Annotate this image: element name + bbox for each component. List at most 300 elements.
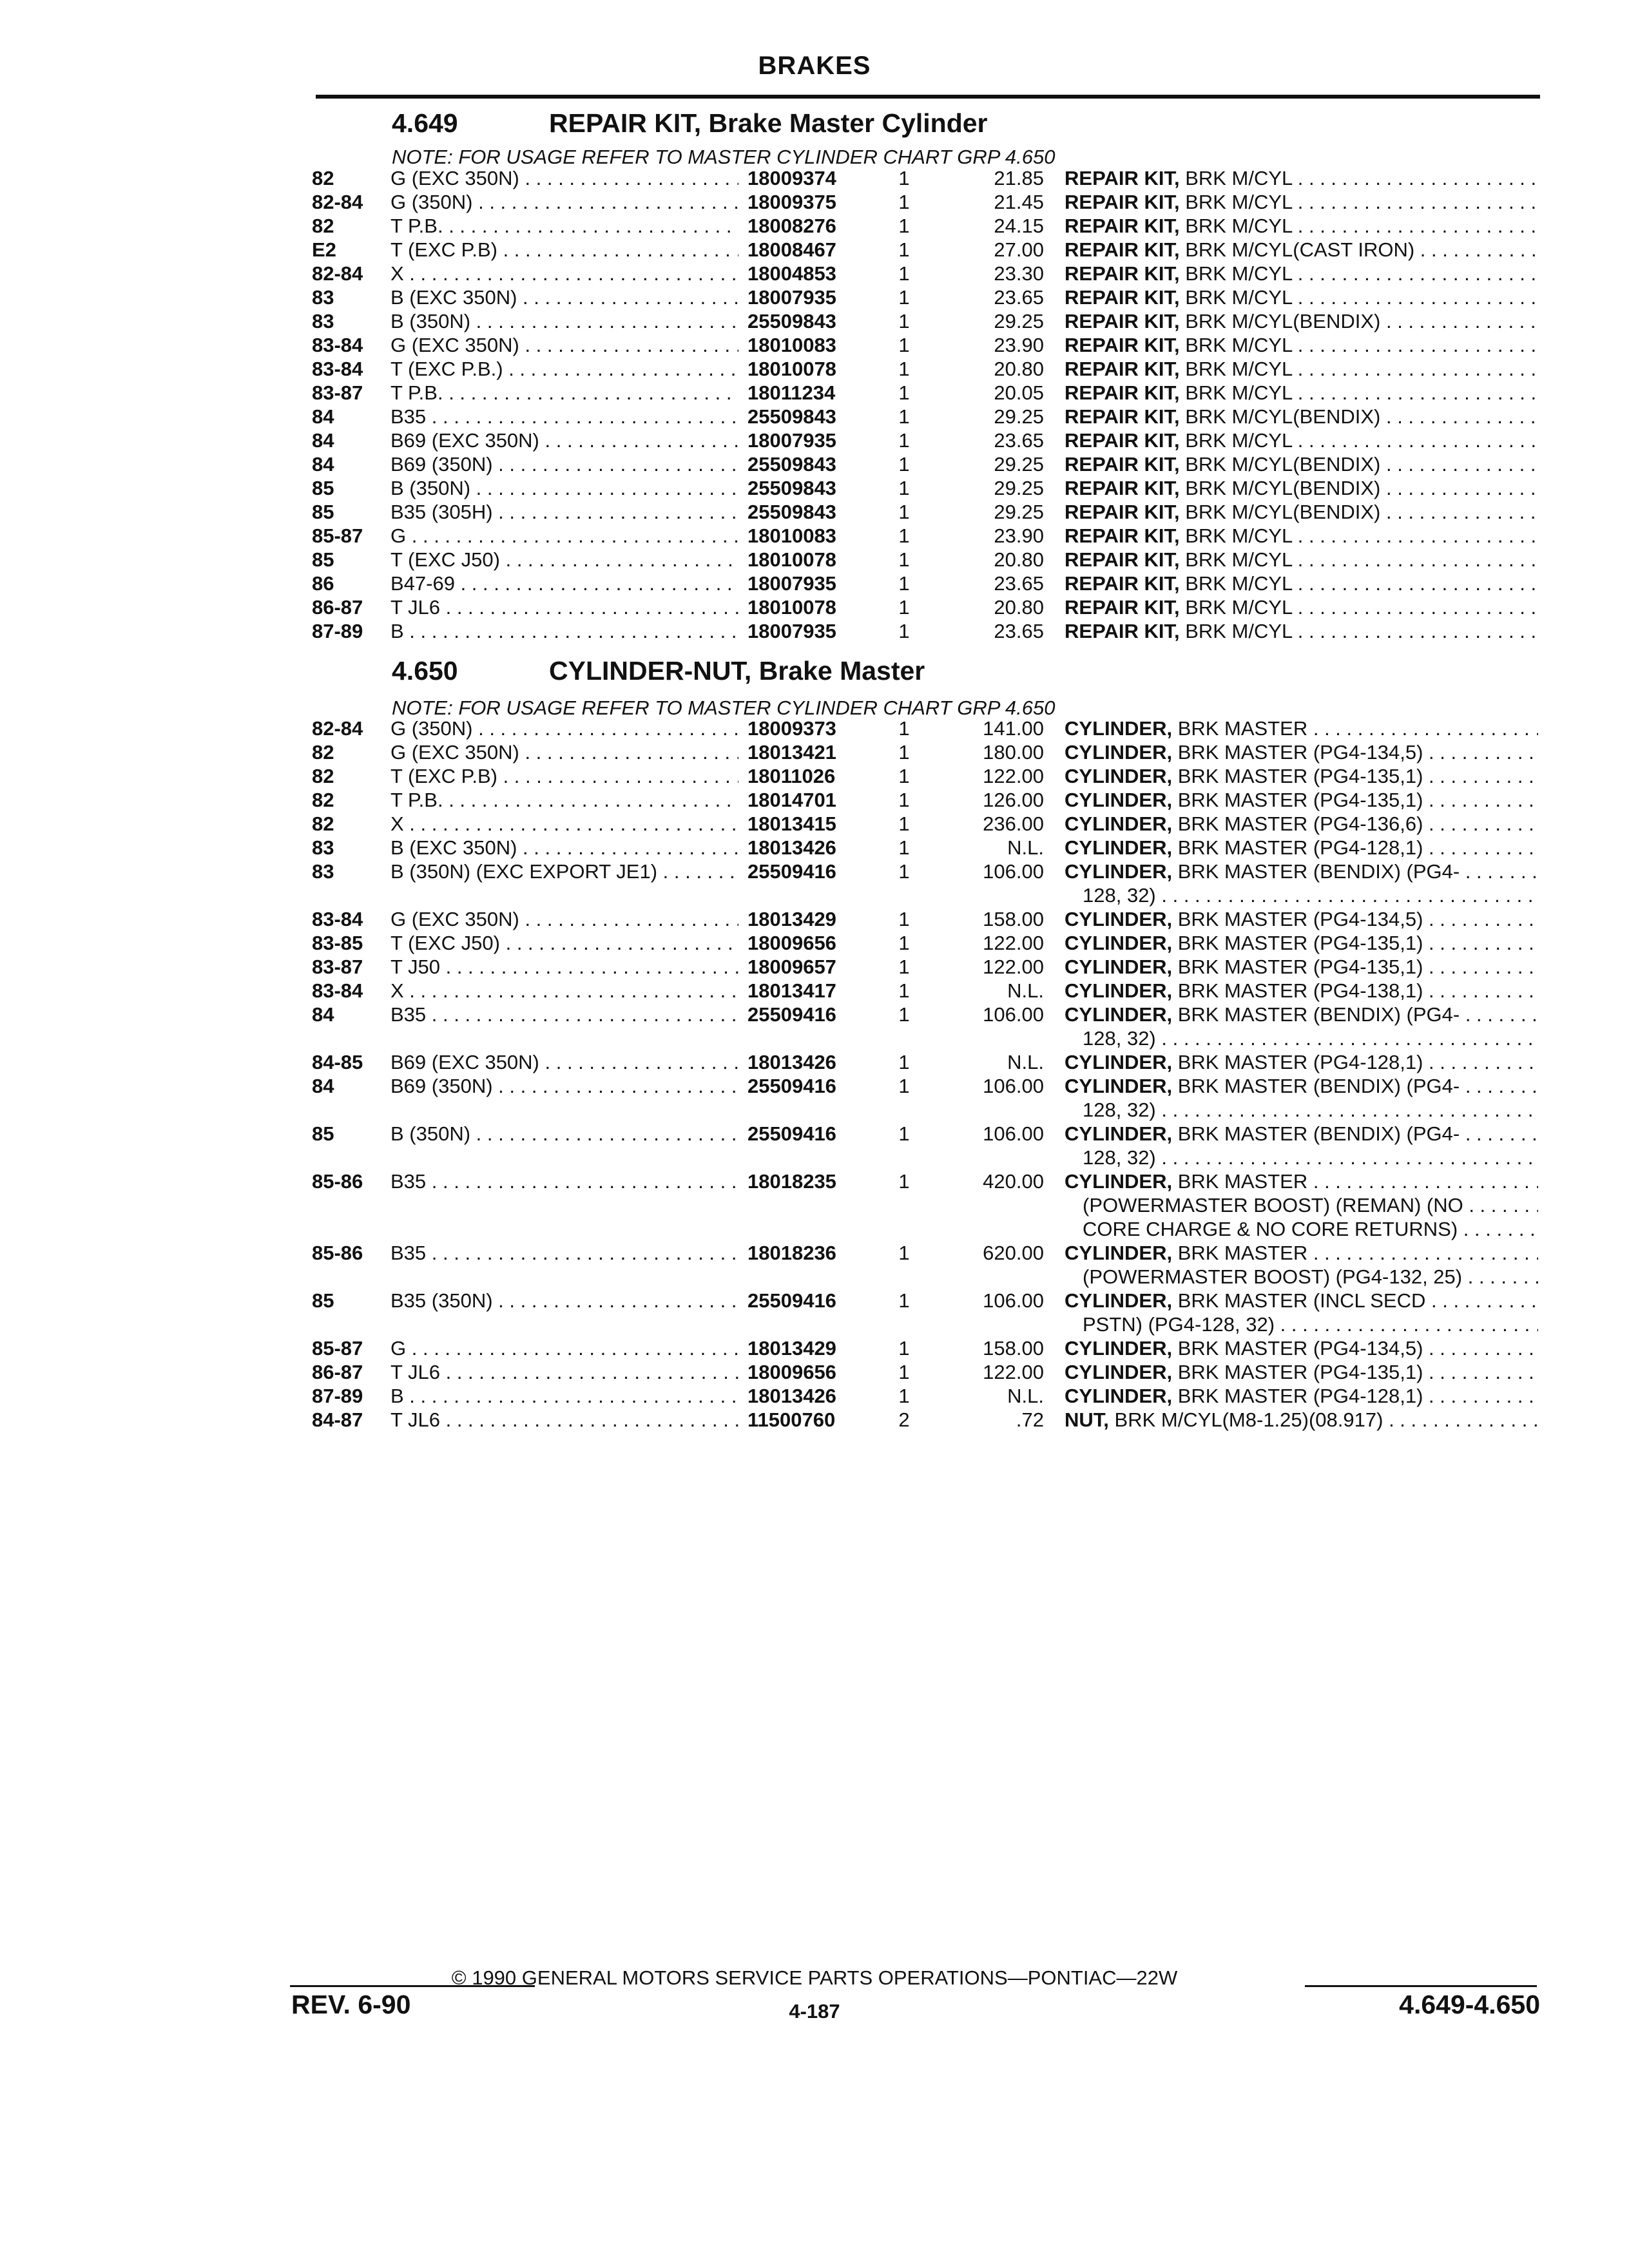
description-detail: BRK MASTER (BENDIX) (PG4- [1177,1003,1460,1026]
model-year: 82 [312,167,334,189]
description [1065,381,1538,405]
row-line [0,717,1629,741]
quantity: 1 [898,908,910,930]
row-line [0,381,1629,405]
quantity: 1 [898,1003,910,1026]
model-year: 85-86 [312,1170,363,1193]
row-continuation [0,1265,1629,1289]
usage: T JL6 . . . [390,1408,738,1432]
price: 23.65 [994,429,1044,452]
quantity: 1 [898,262,910,285]
row-continuation [0,1313,1629,1337]
usage: B35 . . . [390,1242,738,1265]
description-name: REPAIR KIT, [1065,548,1180,571]
row-line [0,286,1629,310]
description-detail: BRK MASTER (PG4-135,1) [1177,1361,1423,1383]
row-line [0,620,1629,644]
description [1065,908,1538,931]
description [1065,334,1538,357]
model-year: 86-87 [312,596,363,619]
description-detail: BRK MASTER (INCL SECD [1177,1289,1426,1312]
description-detail: BRK MASTER (PG4-134,5) [1177,908,1423,930]
section-heading [392,108,988,139]
price: 106.00 [983,1122,1044,1145]
description-name: REPAIR KIT, [1065,191,1180,213]
row-line [0,956,1629,979]
usage: X . . . [390,262,738,285]
part-number: 18007935 [747,429,836,452]
quantity: 1 [898,1361,910,1383]
description-continuation: 128, 32) . . . [1083,1027,1538,1050]
quantity: 1 [898,1051,910,1073]
model-year: 82 [312,215,334,237]
description-name: CYLINDER, [1065,765,1173,787]
usage: B35 . . . [390,1170,738,1193]
price: 23.65 [994,286,1044,309]
quantity: 1 [898,524,910,547]
description-detail: BRK M/CYL(BENDIX) [1185,501,1381,523]
model-year: 82-84 [312,191,363,213]
row-line [0,405,1629,429]
part-number: 18011234 [747,381,836,404]
model-year: 83 [312,310,334,332]
model-year: 85 [312,477,334,499]
price: 122.00 [983,765,1044,787]
price: N.L. [1007,1385,1044,1407]
section-note: NOTE: FOR USAGE REFER TO MASTER CYLINDER CHART GRP 4.650 [392,146,1055,168]
page-number: 4-187 [789,2000,840,2023]
description [1065,765,1538,788]
description-detail: BRK M/CYL [1185,620,1293,642]
row-line [0,812,1629,836]
model-year: 86 [312,572,334,595]
quantity: 1 [898,1385,910,1407]
model-year: 82 [312,812,334,835]
description-name: REPAIR KIT, [1065,358,1180,380]
description-name: REPAIR KIT, [1065,477,1180,499]
part-number: 18009657 [747,956,836,978]
part-number: 25509843 [747,405,836,428]
usage: B69 (EXC 350N) . . . [390,429,738,452]
part-number: 18009373 [747,717,836,740]
part-number: 18010083 [747,334,836,356]
part-number: 18010083 [747,524,836,547]
quantity: 1 [898,596,910,619]
usage: G . . . [390,1337,738,1360]
description-name: REPAIR KIT, [1065,405,1180,428]
quantity: 1 [898,765,910,787]
section-title: REPAIR KIT, Brake Master Cylinder [549,108,988,138]
description-name: CYLINDER, [1065,1385,1173,1407]
model-year: 84 [312,1003,334,1026]
row-line [0,1242,1629,1265]
row-line [0,908,1629,932]
description-detail: BRK M/CYL [1185,191,1293,213]
description-continuation: CORE CHARGE & NO CORE RETURNS) . . . [1083,1218,1538,1241]
price: 126.00 [983,789,1044,811]
row-continuation [0,1146,1629,1170]
description-name: CYLINDER, [1065,741,1173,764]
part-number: 18009656 [747,932,836,954]
quantity: 1 [898,334,910,356]
row-line [0,979,1629,1003]
price: 20.80 [994,548,1044,571]
description-detail: BRK M/CYL [1185,167,1293,189]
row-line [0,238,1629,262]
quantity: 1 [898,548,910,571]
price: 158.00 [983,908,1044,930]
description [1065,1289,1538,1312]
part-number: 18009375 [747,191,836,213]
usage: T P.B. . . . [390,789,738,812]
usage: B (350N) . . . [390,310,738,333]
row-continuation [0,1099,1629,1122]
price: 29.25 [994,453,1044,476]
part-number: 18010078 [747,358,836,380]
usage: B47-69 . . . [390,572,738,595]
description-detail: BRK MASTER (PG4-135,1) [1177,956,1423,978]
price: 236.00 [983,812,1044,835]
description-name: REPAIR KIT, [1065,310,1180,332]
price: 141.00 [983,717,1044,740]
description [1065,1075,1538,1098]
price: N.L. [1007,836,1044,859]
row-continuation [0,1194,1629,1218]
quantity: 1 [898,620,910,642]
description [1065,979,1538,1003]
usage: B . . . [390,1385,738,1408]
model-year: E2 [312,238,336,261]
row-line [0,262,1629,286]
price: 106.00 [983,1289,1044,1312]
usage: B (EXC 350N) . . . [390,286,738,309]
description-detail: BRK M/CYL [1185,548,1293,571]
quantity: 1 [898,215,910,237]
description [1065,501,1538,524]
quantity: 1 [898,501,910,523]
row-line [0,429,1629,453]
quantity: 1 [898,286,910,309]
description [1065,620,1538,643]
description [1065,956,1538,979]
price: 122.00 [983,956,1044,978]
description [1065,238,1538,262]
row-line [0,932,1629,956]
row-line [0,1385,1629,1408]
part-number: 18013426 [747,836,836,859]
part-number: 18013421 [747,741,836,764]
section-number: 4.649 [392,108,458,138]
usage: B69 (EXC 350N) . . . [390,1051,738,1074]
model-year: 84-87 [312,1408,363,1431]
description-name: CYLINDER, [1065,1337,1173,1360]
description [1065,286,1538,309]
row-line [0,524,1629,548]
description-detail: BRK M/CYL [1185,596,1293,619]
description-continuation: 128, 32) . . . [1083,1146,1538,1169]
description [1065,1003,1538,1026]
part-number: 18009374 [747,167,836,189]
description [1065,405,1538,428]
model-year: 83 [312,286,334,309]
quantity: 1 [898,429,910,452]
description-detail: BRK M/CYL [1185,524,1293,547]
description [1065,1408,1538,1432]
description [1065,1242,1538,1265]
part-number: 11500760 [747,1408,836,1431]
description-name: REPAIR KIT, [1065,215,1180,237]
row-line [0,1051,1629,1075]
description-name: CYLINDER, [1065,836,1173,859]
part-number: 18013426 [747,1385,836,1407]
price: .72 [1016,1408,1044,1431]
model-year: 87-89 [312,620,363,642]
description-detail: BRK MASTER [1177,1242,1308,1264]
usage: B69 (350N) . . . [390,1075,738,1098]
description [1065,1361,1538,1384]
quantity: 1 [898,1075,910,1097]
description-detail: BRK MASTER (PG4-128,1) [1177,836,1423,859]
usage: T J50 . . . [390,956,738,979]
part-number: 18010078 [747,548,836,571]
row-line [0,1170,1629,1194]
row-line [0,453,1629,477]
usage: B35 (350N) . . . [390,1289,738,1312]
part-number: 18011026 [747,765,836,787]
description-continuation: (POWERMASTER BOOST) (PG4-132, 25) . . . [1083,1265,1538,1289]
price: 158.00 [983,1337,1044,1360]
description-name: CYLINDER, [1065,932,1173,954]
description-name: CYLINDER, [1065,789,1173,811]
description-detail: BRK M/CYL [1185,334,1293,356]
row-line [0,477,1629,501]
row-line [0,1289,1629,1313]
description [1065,860,1538,883]
model-year: 83-87 [312,956,363,978]
description [1065,1170,1538,1193]
part-number: 18009656 [747,1361,836,1383]
row-line [0,1122,1629,1146]
header-rule [316,95,1540,99]
description-detail: BRK M/CYL [1185,286,1293,309]
model-year: 82-84 [312,717,363,740]
price: 106.00 [983,860,1044,883]
quantity: 1 [898,956,910,978]
model-year: 83 [312,836,334,859]
price: 122.00 [983,932,1044,954]
quantity: 1 [898,836,910,859]
description-name: CYLINDER, [1065,1289,1173,1312]
price: 106.00 [983,1003,1044,1026]
part-number: 18008276 [747,215,836,237]
section-number: 4.650 [392,656,458,686]
model-year: 83-87 [312,381,363,404]
quantity: 1 [898,310,910,332]
part-number: 18013417 [747,979,836,1002]
price: 21.85 [994,167,1044,189]
part-number: 25509416 [747,1289,836,1312]
copyright-notice: © 1990 GENERAL MOTORS SERVICE PARTS OPERATIONS—PONTIAC—22W [451,1966,1178,1989]
description-detail: BRK MASTER (PG4-134,5) [1177,1337,1423,1360]
part-number: 18018235 [747,1170,836,1193]
description [1065,167,1538,190]
description-name: CYLINDER, [1065,956,1173,978]
description-detail: BRK M/CYL [1185,262,1293,285]
description-name: CYLINDER, [1065,1361,1173,1383]
row-line [0,1337,1629,1361]
usage: G (350N) . . . [390,717,738,740]
section-title: CYLINDER-NUT, Brake Master [549,656,925,686]
usage: G (EXC 350N) . . . [390,167,738,190]
model-year: 85-87 [312,1337,363,1360]
usage: T P.B. . . . [390,215,738,238]
description-detail: BRK M/CYL [1185,572,1293,595]
description-detail: BRK M/CYL(BENDIX) [1185,477,1381,499]
part-number: 18018236 [747,1242,836,1264]
model-year: 82 [312,789,334,811]
description-detail: BRK M/CYL(M8-1.25)(08.917) [1114,1408,1383,1431]
description-detail: BRK M/CYL [1185,358,1293,380]
usage: B69 (350N) . . . [390,453,738,476]
row-line [0,334,1629,358]
description-name: REPAIR KIT, [1065,429,1180,452]
description-detail: BRK MASTER (PG4-135,1) [1177,765,1423,787]
part-number: 25509416 [747,1003,836,1026]
description [1065,741,1538,764]
usage: G (350N) . . . [390,191,738,214]
description [1065,812,1538,836]
part-number: 18010078 [747,596,836,619]
description-detail: BRK MASTER (PG4-136,6) [1177,812,1423,835]
model-year: 87-89 [312,1385,363,1407]
row-line [0,358,1629,381]
row-line [0,501,1629,524]
description-name: REPAIR KIT, [1065,596,1180,619]
model-year: 82 [312,765,334,787]
description-name: CYLINDER, [1065,860,1173,883]
description [1065,262,1538,285]
usage: T JL6 . . . [390,596,738,619]
quantity: 1 [898,405,910,428]
model-year: 85-87 [312,524,363,547]
description-name: CYLINDER, [1065,1051,1173,1073]
description [1065,524,1538,548]
part-number: 18013415 [747,812,836,835]
description-name: REPAIR KIT, [1065,262,1180,285]
row-line [0,741,1629,765]
price: N.L. [1007,1051,1044,1073]
description-name: CYLINDER, [1065,908,1173,930]
description-name: REPAIR KIT, [1065,620,1180,642]
price: 122.00 [983,1361,1044,1383]
usage: X . . . [390,979,738,1003]
section-range: 4.649-4.650 [1399,1990,1540,2019]
row-line [0,167,1629,191]
description-name: REPAIR KIT, [1065,381,1180,404]
description-name: NUT, [1065,1408,1109,1431]
price: 24.15 [994,215,1044,237]
quantity: 1 [898,932,910,954]
description-detail: BRK M/CYL(BENDIX) [1185,453,1381,476]
usage: G (EXC 350N) . . . [390,741,738,764]
model-year: 84 [312,453,334,476]
price: 21.45 [994,191,1044,213]
footer-rule-right [1305,1985,1537,1987]
usage: X . . . [390,812,738,836]
revision-label: REV. 6-90 [291,1990,411,2019]
usage: T (EXC P.B.) . . . [390,358,738,381]
description [1065,453,1538,476]
part-number: 25509843 [747,501,836,523]
row-line [0,596,1629,620]
price: 29.25 [994,477,1044,499]
row-continuation [0,1218,1629,1242]
price: 180.00 [983,741,1044,764]
description-continuation: 128, 32) . . . [1083,884,1538,907]
row-line [0,572,1629,596]
model-year: 85-86 [312,1242,363,1264]
model-year: 85 [312,1122,334,1145]
model-year: 85 [312,548,334,571]
description-name: CYLINDER, [1065,717,1173,740]
part-number: 25509416 [747,1122,836,1145]
row-line [0,1361,1629,1385]
description-name: REPAIR KIT, [1065,334,1180,356]
usage: G (EXC 350N) . . . [390,334,738,357]
usage: T P.B. . . . [390,381,738,405]
quantity: 1 [898,572,910,595]
price: 20.80 [994,358,1044,380]
quantity: 1 [898,191,910,213]
page-header-title: BRAKES [758,52,871,80]
description [1065,836,1538,860]
quantity: 2 [898,1408,910,1431]
description [1065,789,1538,812]
usage: B35 . . . [390,1003,738,1026]
usage: B (350N) . . . [390,1122,738,1146]
model-year: 83-84 [312,358,363,380]
description [1065,358,1538,381]
model-year: 82 [312,741,334,764]
row-continuation [0,1027,1629,1051]
model-year: 84 [312,1075,334,1097]
price: 20.80 [994,596,1044,619]
price: 29.25 [994,405,1044,428]
description-name: CYLINDER, [1065,1075,1173,1097]
description-detail: BRK M/CYL(BENDIX) [1185,405,1381,428]
quantity: 1 [898,741,910,764]
description-name: CYLINDER, [1065,1003,1173,1026]
description-detail: BRK MASTER (PG4-128,1) [1177,1385,1423,1407]
usage: B35 (305H) . . . [390,501,738,524]
description [1065,1385,1538,1408]
part-number: 18013429 [747,1337,836,1360]
price: 23.65 [994,572,1044,595]
part-number: 18007935 [747,286,836,309]
quantity: 1 [898,167,910,189]
quantity: 1 [898,1242,910,1264]
description [1065,548,1538,572]
description [1065,717,1538,740]
description-detail: BRK M/CYL [1185,381,1293,404]
model-year: 83 [312,860,334,883]
price: 29.25 [994,310,1044,332]
part-number: 25509416 [747,1075,836,1097]
price: 106.00 [983,1075,1044,1097]
description [1065,215,1538,238]
quantity: 1 [898,238,910,261]
description-name: REPAIR KIT, [1065,572,1180,595]
